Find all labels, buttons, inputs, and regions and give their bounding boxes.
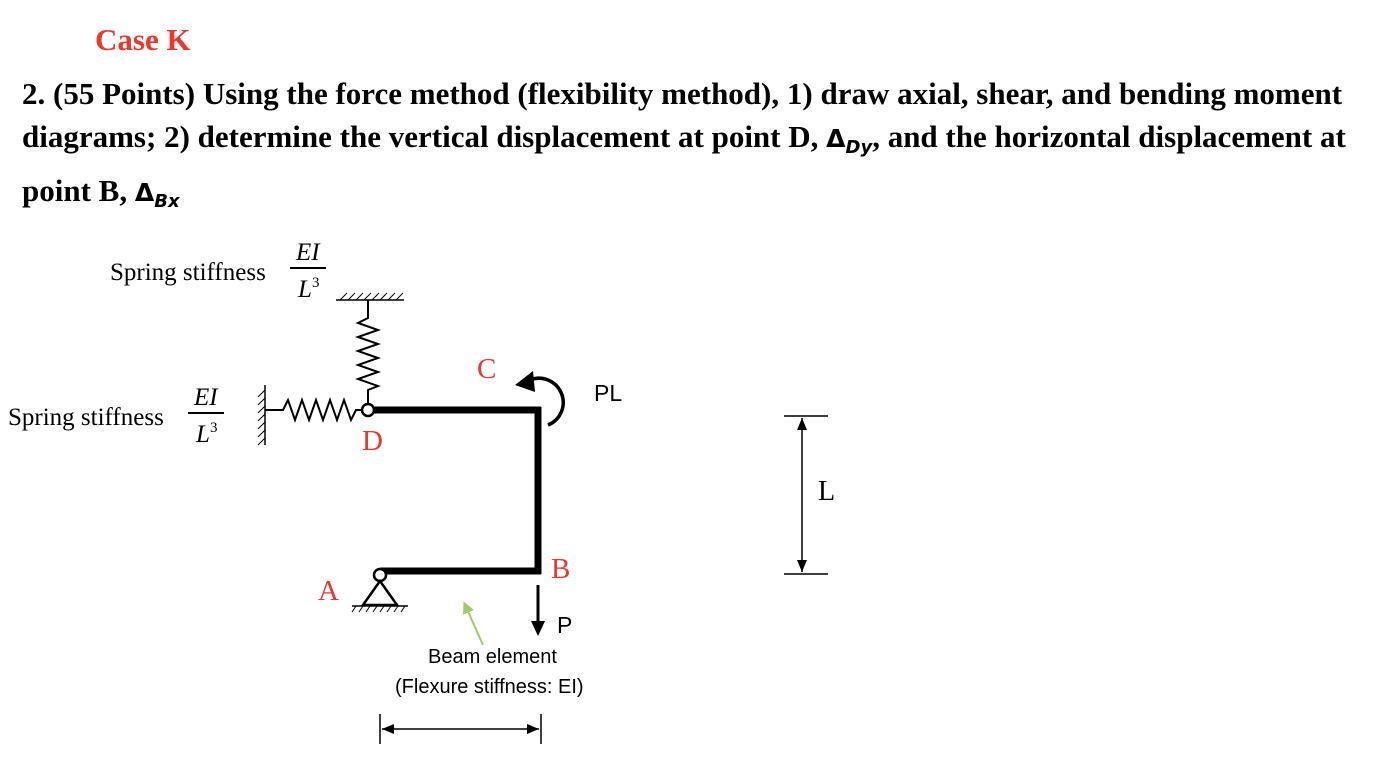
beam-element-label: Beam element — [428, 646, 557, 668]
dimension-l-label: L — [818, 476, 836, 507]
left-fixed-support — [258, 385, 265, 445]
top-fraction-denominator: L — [298, 276, 312, 303]
problem-text-2: , and the horizontal displacement at point B, — [22, 119, 1346, 208]
beam-pointer-arrow — [466, 607, 483, 645]
horizontal-dimension — [380, 714, 541, 744]
problem-text-1: (55 Points) Using the force method (flexibility method), 1) draw axial, shear, and bending moment diagrams; 2) determine the vertical displacement at point D, — [22, 76, 1343, 154]
point-b-label: B — [551, 553, 571, 585]
frame — [368, 407, 541, 574]
spring-top-stiffness-fraction — [290, 239, 326, 303]
top-fixed-support — [336, 293, 404, 300]
delta-symbol-2: Δ — [134, 178, 155, 207]
hinge-d — [362, 404, 374, 416]
moment-arrowhead — [515, 371, 535, 392]
spring-top-label: Spring stiffness — [110, 259, 266, 286]
left-fraction-exponent: 3 — [210, 420, 218, 436]
left-fraction-numerator: EI — [194, 384, 218, 411]
left-fraction-denominator: L — [196, 421, 210, 448]
top-fraction-numerator: EI — [296, 239, 320, 266]
delta-symbol: Δ — [826, 124, 846, 153]
horizontal-spring — [265, 400, 362, 420]
dy-subscript: Dy — [845, 137, 873, 158]
spring-left-label: Spring stiffness — [8, 404, 164, 431]
point-c-label: C — [477, 353, 497, 385]
pin-support-a — [352, 569, 408, 612]
top-fraction-exponent: 3 — [312, 275, 320, 291]
vertical-spring — [358, 300, 378, 403]
load-label: P — [557, 612, 573, 638]
bx-subscript: Bx — [154, 191, 180, 212]
flexure-stiffness-label: (Flexure stiffness: EI) — [395, 676, 584, 698]
spring-left-stiffness-fraction — [188, 384, 224, 448]
moment-label: PL — [594, 380, 623, 406]
load-arrowhead — [531, 621, 545, 636]
problem-number: 2. — [22, 76, 46, 111]
point-a-label: A — [318, 575, 339, 607]
case-title: Case K — [95, 22, 191, 57]
point-d-label: D — [362, 425, 383, 457]
